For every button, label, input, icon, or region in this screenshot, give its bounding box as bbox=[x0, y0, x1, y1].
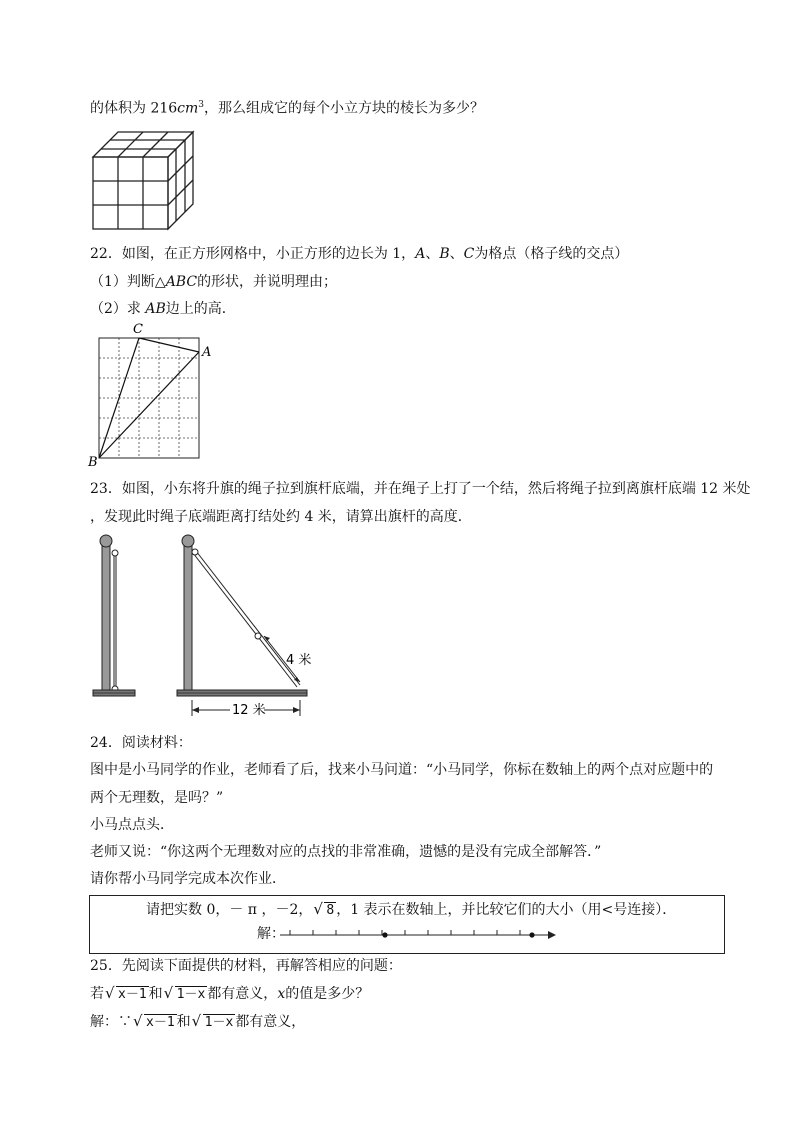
q25-l1-b: 和 bbox=[148, 986, 163, 1002]
q21-text-a: 的体积为 216 bbox=[90, 100, 178, 117]
q22-point-c: C bbox=[463, 246, 475, 262]
sqrt-1-minus-x-body: 1－x bbox=[176, 987, 206, 1002]
q24-l2: 两个无理数，是吗？” bbox=[90, 790, 224, 806]
q22-part2-a: （2）求 bbox=[90, 301, 146, 317]
sqrt-8 bbox=[313, 901, 336, 920]
radical-sign: √ bbox=[133, 1012, 143, 1030]
homework-box bbox=[89, 895, 725, 954]
q24-title bbox=[90, 734, 192, 752]
q25-title-text: 先阅读下面提供的材料，再解答相应的问题： bbox=[121, 958, 402, 974]
q25-l1-c: 都有意义， bbox=[207, 986, 278, 1002]
q25-variable-x: x bbox=[277, 986, 286, 1002]
q21-text-b: ，那么组成它的每个小立方块的棱长为多少？ bbox=[204, 100, 485, 117]
q22-part1-a: （1）判断△ bbox=[90, 274, 166, 290]
q25-l1 bbox=[90, 985, 369, 1004]
number-line bbox=[280, 925, 570, 945]
q25-l2-a: 解：∵ bbox=[90, 1014, 132, 1030]
sqrt-1-minus-x bbox=[164, 985, 208, 1004]
q24-title-text: 阅读材料： bbox=[121, 735, 192, 751]
grid-label-c: C bbox=[133, 322, 143, 337]
q25-l2 bbox=[90, 1013, 305, 1032]
radical-sign: √ bbox=[163, 984, 174, 1002]
q22-number: 22． bbox=[90, 246, 122, 262]
q22-stem bbox=[90, 245, 628, 263]
radical-sign: √ bbox=[313, 900, 323, 918]
q22-part2-seg: AB bbox=[145, 301, 166, 317]
q23-text2: ，发现此时绳子底端距离打结处约 4 米，请算出旗杆的高度． bbox=[90, 509, 472, 525]
q21-sup: 3 bbox=[198, 100, 205, 110]
q23-line2 bbox=[90, 508, 472, 526]
q21-text bbox=[90, 96, 484, 118]
sqrt-x-minus-1-b bbox=[133, 1013, 177, 1032]
q24-l1: 图中是小马同学的作业，老师看了后，找来小马问道：“小马同学，你标在数轴上的两个点对应题中的 bbox=[90, 762, 714, 778]
q22-sep1: 、 bbox=[425, 246, 440, 262]
homework-text-b: ，1 表示在数轴上，并比较它们的大小（用<号连接）． bbox=[336, 902, 677, 918]
homework-text-a: 请把实数 0，－ π ，－2， bbox=[146, 902, 313, 918]
label-12m: 12 米 bbox=[232, 703, 266, 718]
homework-question bbox=[146, 901, 676, 920]
q25-l2-c: 都有意义， bbox=[235, 1014, 306, 1030]
cube-figure bbox=[88, 124, 208, 234]
q22-sep2: 、 bbox=[449, 246, 464, 262]
q24-l5: 请你帮小马同学完成本次作业． bbox=[90, 871, 286, 887]
q24-l4: 老师又说：“你这两个无理数对应的点找的非常准确，遗憾的是没有完成全部解答．” bbox=[90, 844, 602, 860]
q24-l3: 小马点点头． bbox=[90, 817, 174, 833]
q23-number: 23． bbox=[90, 481, 122, 497]
flagpole-figure bbox=[90, 530, 320, 720]
q25-title bbox=[90, 957, 402, 975]
sqrt-x-minus-1-body: x－1 bbox=[118, 987, 147, 1002]
q23-line1 bbox=[90, 480, 751, 498]
q22-part2-b: 边上的高． bbox=[165, 301, 236, 317]
homework-solution-label: 解： bbox=[257, 926, 285, 942]
q22-part1 bbox=[90, 273, 337, 291]
q22-point-b: B bbox=[439, 246, 450, 262]
radical-sign: √ bbox=[191, 1012, 202, 1030]
q22-part1-b: 的形状，并说明理由； bbox=[197, 274, 338, 290]
grid-figure bbox=[86, 318, 226, 468]
grid-label-a: A bbox=[202, 345, 212, 360]
q22-point-a: A bbox=[415, 246, 426, 262]
sqrt-x-minus-1-b-body: x－1 bbox=[146, 1015, 175, 1030]
radical-sign: √ bbox=[105, 984, 115, 1002]
q24-number: 24． bbox=[90, 735, 122, 751]
q25-l1-a: 若 bbox=[90, 986, 104, 1002]
sqrt-8-body: 8 bbox=[326, 903, 335, 918]
q25-l2-b: 和 bbox=[176, 1014, 191, 1030]
q22-part2 bbox=[90, 300, 236, 318]
q22-intro-a: 如图，在正方形网格中，小正方形的边长为 1， bbox=[121, 246, 416, 262]
q25-l1-d: 的值是多少？ bbox=[285, 986, 370, 1002]
grid-label-b: B bbox=[88, 455, 98, 468]
q22-intro-b: 为格点（格子线的交点） bbox=[474, 246, 629, 262]
sqrt-x-minus-1 bbox=[105, 985, 149, 1004]
q25-number: 25． bbox=[90, 958, 122, 974]
q23-text1: 如图，小东将升旗的绳子拉到旗杆底端，并在绳子上打了一个结，然后将绳子拉到离旗杆底端 12 米处 bbox=[121, 481, 751, 497]
label-4m: 4 米 bbox=[286, 653, 312, 668]
q22-part1-triangle: ABC bbox=[165, 274, 198, 290]
sqrt-1-minus-x-b-body: 1－x bbox=[204, 1015, 234, 1030]
q21-unit: cm bbox=[177, 100, 199, 117]
sqrt-1-minus-x-b bbox=[192, 1013, 236, 1032]
